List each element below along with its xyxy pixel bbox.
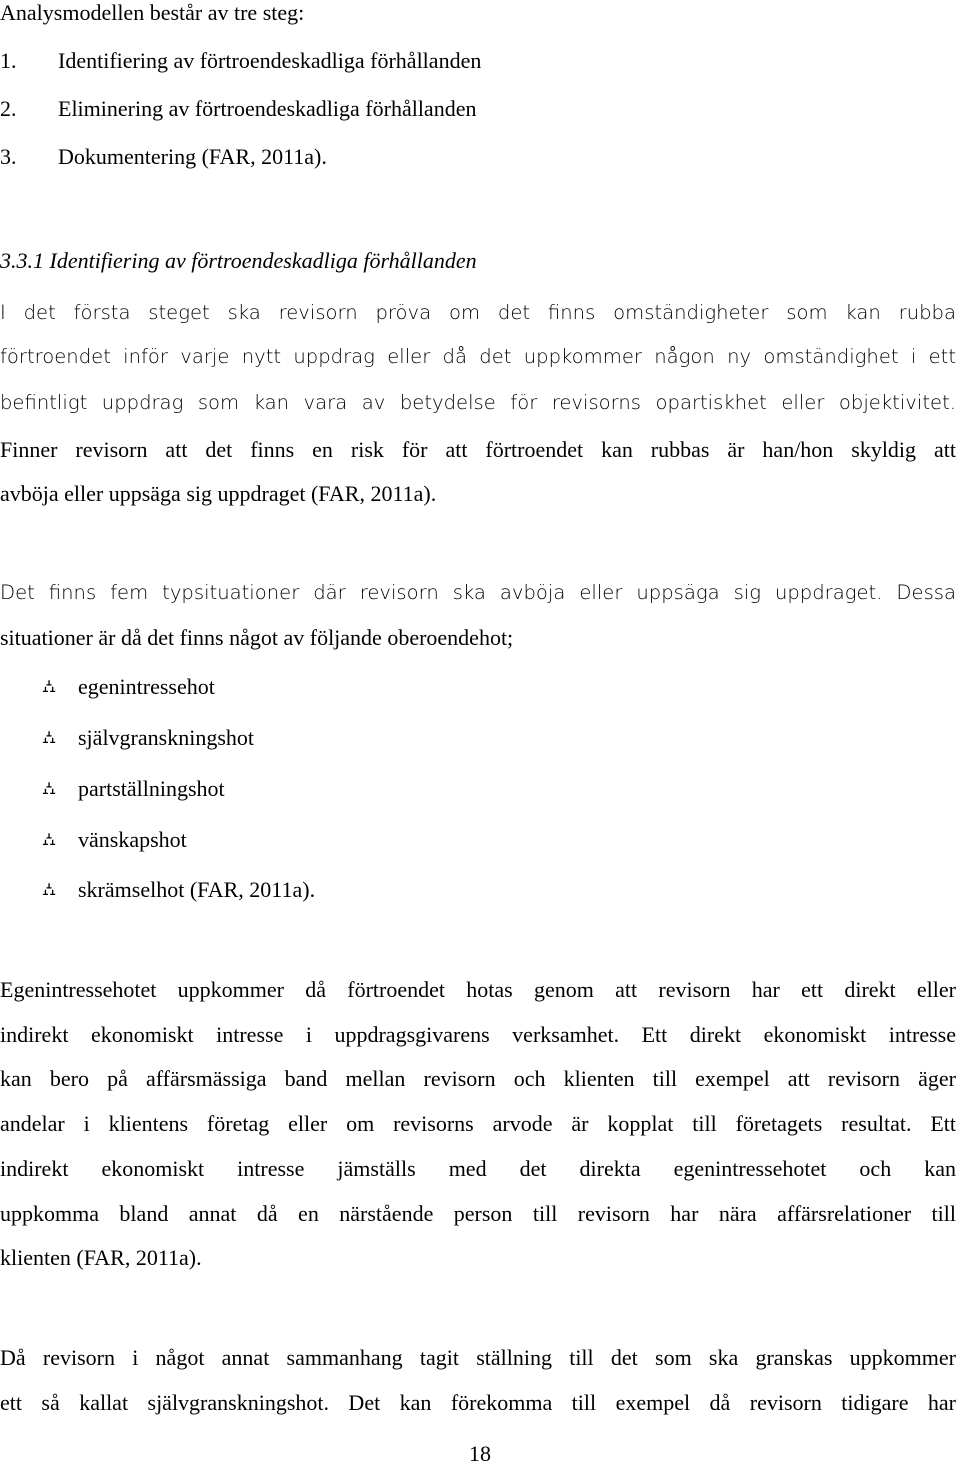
threat-label: partställningshot — [78, 776, 225, 801]
page-number: 18 — [469, 1441, 491, 1466]
para3-line: andelar i klientens företag eller om revisorns arvode är kopplat till företagets resultat. Ett — [0, 1111, 956, 1136]
triangle-bullet-icon: ⛼ — [42, 829, 57, 850]
threat-list-item — [42, 877, 315, 903]
triangle-bullet-icon: ⛼ — [42, 778, 57, 799]
para1-line: Finner revisorn att det finns en risk för att förtroendet kan rubbas är han/hon skyldig att — [0, 437, 956, 462]
threat-list-item — [42, 674, 215, 700]
para1-line: befintligt uppdrag som kan vara av betydelse för revisorns opartiskhet eller objektivitet. — [0, 391, 956, 414]
step-number: 1. — [0, 48, 17, 73]
triangle-bullet-icon: ⛼ — [42, 727, 57, 748]
para1-line: I det första steget ska revisorn pröva om det finns omständigheter som kan rubba — [0, 301, 956, 324]
para3-line: klienten (FAR, 2011a). — [0, 1245, 202, 1270]
para3-line: indirekt ekonomiskt intresse jämställs med det direkta egenintressehotet och kan — [0, 1156, 956, 1181]
step-text: Eliminering av förtroendeskadliga förhållanden — [58, 96, 477, 121]
threat-label: skrämselhot (FAR, 2011a). — [78, 877, 316, 902]
threat-list-item — [42, 827, 187, 853]
step-number: 2. — [0, 96, 17, 121]
step-text: Identifiering av förtroendeskadliga förhållanden — [58, 48, 482, 73]
para2-line: situationer är då det finns något av följande oberoendehot; — [0, 625, 514, 650]
para3-line: Egenintressehotet uppkommer då förtroendet hotas genom att revisorn har ett direkt eller — [0, 977, 956, 1002]
step-number: 3. — [0, 144, 17, 169]
triangle-bullet-icon: ⛼ — [42, 676, 57, 697]
threat-label: egenintressehot — [78, 674, 215, 699]
step-item — [0, 48, 481, 74]
section-heading: 3.3.1 Identifiering av förtroendeskadliga förhållanden — [0, 248, 477, 273]
para2-line: Det finns fem typsituationer där revisorn ska avböja eller uppsäga sig uppdraget. Dessa — [0, 581, 956, 604]
para1-line: förtroendet inför varje nytt uppdrag eller då det uppkommer någon ny omständighet i ett — [0, 345, 956, 368]
para3-line: uppkomma bland annat då en närstående person till revisorn har nära affärsrelationer till — [0, 1201, 956, 1226]
step-item — [0, 96, 476, 122]
threat-list-item — [42, 725, 254, 751]
threat-label: självgranskningshot — [78, 725, 254, 750]
para4-line: ett så kallat självgranskningshot. Det kan förekomma till exempel då revisorn tidigare har — [0, 1390, 956, 1415]
intro-text: Analysmodellen består av tre steg: — [0, 0, 305, 25]
para1-line: avböja eller uppsäga sig uppdraget (FAR, 2011a). — [0, 481, 437, 506]
threat-list-item — [42, 776, 225, 802]
step-text: Dokumentering (FAR, 2011a). — [58, 144, 327, 169]
triangle-bullet-icon: ⛼ — [42, 879, 57, 900]
para3-line: kan bero på affärsmässiga band mellan revisorn och klienten till exempel att revisorn äger — [0, 1066, 956, 1091]
para4-line: Då revisorn i något annat sammanhang tagit ställning till det som ska granskas uppkommer — [0, 1345, 956, 1370]
step-item — [0, 144, 327, 170]
threat-label: vänskapshot — [78, 827, 187, 852]
para3-line: indirekt ekonomiskt intresse i uppdragsgivarens verksamhet. Ett direkt ekonomiskt intresse — [0, 1022, 956, 1047]
